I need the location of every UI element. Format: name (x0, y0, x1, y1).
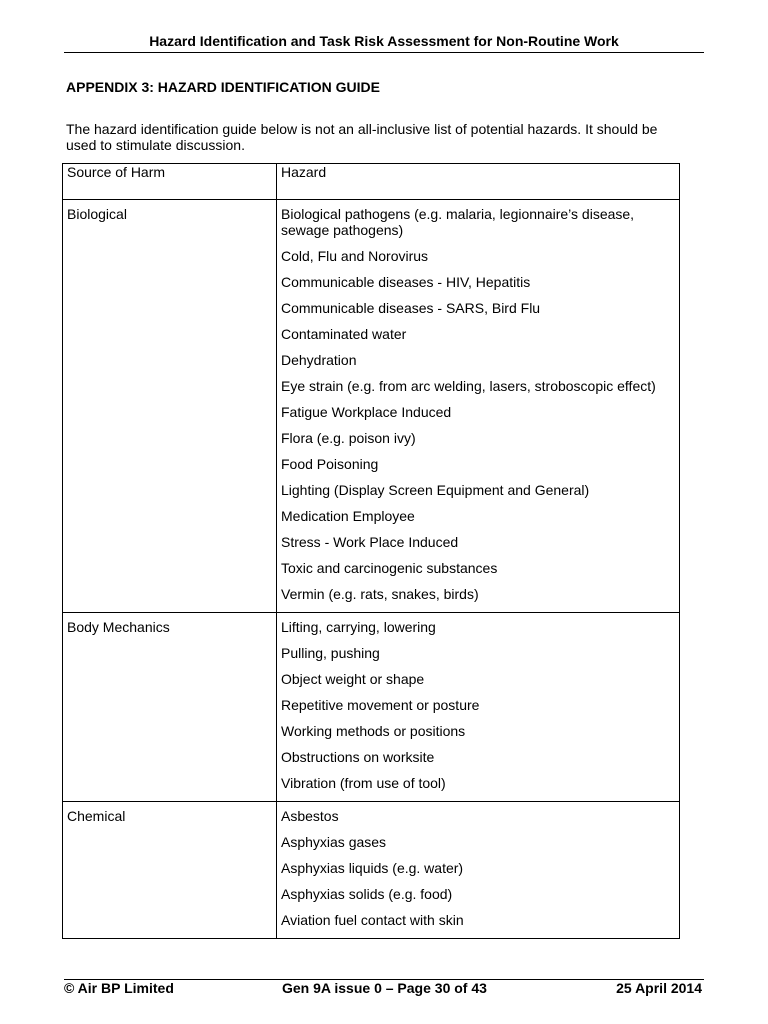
table-row (63, 200, 680, 613)
document-header-title: Hazard Identification and Task Risk Assessment for Non-Routine Work (149, 33, 619, 49)
hazard-item: Obstructions on worksite (281, 749, 435, 765)
hazard-item: Toxic and carcinogenic substances (281, 560, 498, 576)
intro-paragraph: The hazard identification guide below is not an all-inclusive list of potential hazards. It should be used to stimulate discussion. (66, 121, 658, 153)
hazard-item: Working methods or positions (281, 723, 466, 739)
hazard-item: Flora (e.g. poison ivy) (281, 430, 416, 446)
footer-date: 25 April 2014 (616, 980, 702, 996)
hazard-cell (277, 802, 680, 939)
source-of-harm-label: Chemical (67, 808, 126, 824)
column-header-source: Source of Harm (63, 164, 277, 200)
hazard-item: Asbestos (281, 808, 339, 824)
hazard-item: Fatigue Workplace Induced (281, 404, 452, 420)
hazard-item: Eye strain (e.g. from arc welding, lasers, stroboscopic effect) (281, 378, 656, 394)
hazard-item: Lighting (Display Screen Equipment and General) (281, 482, 590, 498)
hazard-item: Object weight or shape (281, 671, 425, 687)
hazard-item: Communicable diseases - HIV, Hepatitis (281, 274, 531, 290)
hazard-item: Communicable diseases - SARS, Bird Flu (281, 300, 541, 316)
hazard-item: Medication Employee (281, 508, 415, 524)
hazard-item: Stress - Work Place Induced (281, 534, 459, 550)
source-of-harm-label: Body Mechanics (67, 619, 170, 635)
table-header-row (63, 164, 680, 200)
hazard-item: Food Poisoning (281, 456, 379, 472)
appendix-title: APPENDIX 3: HAZARD IDENTIFICATION GUIDE (66, 79, 380, 95)
footer-copyright: © Air BP Limited (64, 980, 174, 996)
source-of-harm-cell (63, 802, 277, 939)
hazard-item: Asphyxias solids (e.g. food) (281, 886, 453, 902)
table-row (63, 802, 680, 939)
hazard-list (281, 613, 675, 801)
hazard-item: Lifting, carrying, lowering (281, 619, 436, 635)
hazard-item: Asphyxias gases (281, 834, 387, 850)
hazard-item: Cold, Flu and Norovirus (281, 248, 429, 264)
hazard-cell (277, 200, 680, 613)
hazard-item: Dehydration (281, 352, 357, 368)
header-divider (64, 52, 704, 53)
source-of-harm-label: Biological (67, 206, 127, 222)
hazard-guide-table (62, 163, 680, 939)
hazard-cell (277, 613, 680, 802)
hazard-item: Vermin (e.g. rats, snakes, birds) (281, 586, 479, 602)
hazard-list (281, 200, 675, 612)
source-of-harm-cell (63, 200, 277, 613)
column-header-hazard: Hazard (277, 164, 680, 200)
table-row (63, 613, 680, 802)
hazard-item: Aviation fuel contact with skin (281, 912, 464, 928)
hazard-item: Asphyxias liquids (e.g. water) (281, 860, 464, 876)
source-of-harm-cell (63, 613, 277, 802)
hazard-list (281, 802, 675, 938)
hazard-item: Biological pathogens (e.g. malaria, legionnaire’s disease, sewage pathogens) (281, 206, 635, 238)
hazard-item: Vibration (from use of tool) (281, 775, 446, 791)
hazard-item: Pulling, pushing (281, 645, 380, 661)
hazard-item: Contaminated water (281, 326, 407, 342)
footer-page-info: Gen 9A issue 0 – Page 30 of 43 (282, 980, 487, 996)
document-footer (64, 980, 704, 998)
hazard-item: Repetitive movement or posture (281, 697, 480, 713)
